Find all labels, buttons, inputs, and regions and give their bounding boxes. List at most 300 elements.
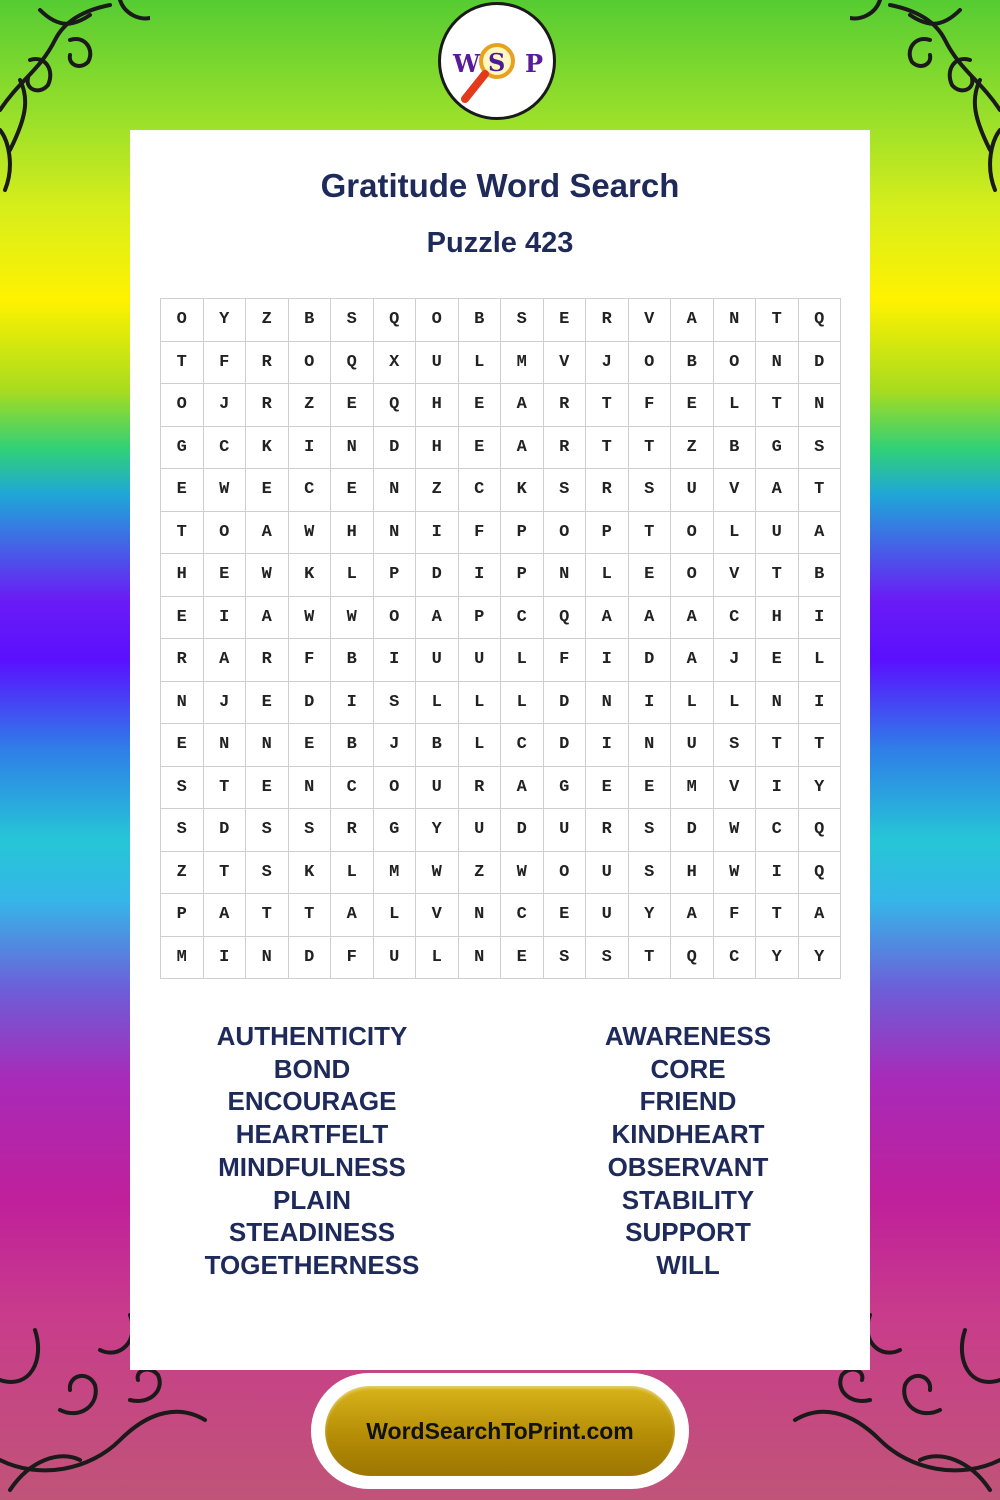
grid-cell[interactable]: T <box>628 511 671 554</box>
grid-cell[interactable]: T <box>756 299 799 342</box>
grid-cell[interactable]: A <box>501 384 544 427</box>
grid-cell[interactable]: O <box>713 341 756 384</box>
grid-cell[interactable]: H <box>671 851 714 894</box>
grid-cell[interactable]: R <box>586 809 629 852</box>
grid-cell[interactable]: S <box>246 851 289 894</box>
grid-cell[interactable]: U <box>671 724 714 767</box>
grid-cell[interactable]: T <box>288 894 331 937</box>
grid-cell[interactable]: I <box>203 596 246 639</box>
grid-cell[interactable]: Y <box>203 299 246 342</box>
word-item: MINDFULNESS <box>218 1151 406 1182</box>
grid-cell[interactable]: I <box>756 851 799 894</box>
grid-cell[interactable]: C <box>501 894 544 937</box>
logo-letter-s: S <box>488 48 506 77</box>
grid-cell[interactable]: M <box>161 936 204 979</box>
corner-ornament-top-right <box>850 0 1000 200</box>
word-item: AUTHENTICITY <box>216 1021 408 1051</box>
grid-cell[interactable]: R <box>586 469 629 512</box>
word-list-left <box>162 1020 462 1282</box>
grid-cell[interactable]: J <box>713 639 756 682</box>
grid-cell[interactable]: S <box>501 299 544 342</box>
grid-cell[interactable]: W <box>501 851 544 894</box>
grid-cell[interactable]: I <box>331 681 374 724</box>
grid-cell[interactable]: N <box>203 724 246 767</box>
word-item: OBSERVANT <box>607 1151 769 1182</box>
grid-cell[interactable]: U <box>458 639 501 682</box>
grid-cell[interactable]: L <box>671 681 714 724</box>
grid-cell[interactable]: U <box>586 894 629 937</box>
grid-cell[interactable]: F <box>713 894 756 937</box>
grid-cell[interactable]: N <box>756 681 799 724</box>
grid-cell[interactable]: L <box>416 936 459 979</box>
grid-cell[interactable]: S <box>628 809 671 852</box>
grid-cell[interactable]: Z <box>161 851 204 894</box>
grid-cell[interactable]: N <box>458 894 501 937</box>
grid-cell[interactable]: E <box>543 894 586 937</box>
grid-cell[interactable]: O <box>288 341 331 384</box>
grid-cell[interactable]: Q <box>798 299 841 342</box>
grid-cell[interactable]: Z <box>671 426 714 469</box>
grid-cell[interactable]: A <box>798 894 841 937</box>
grid-cell[interactable]: Q <box>331 341 374 384</box>
grid-cell[interactable]: V <box>713 766 756 809</box>
grid-cell[interactable]: P <box>501 511 544 554</box>
grid-cell[interactable]: U <box>373 936 416 979</box>
site-banner[interactable] <box>311 1373 689 1489</box>
grid-cell[interactable]: S <box>586 936 629 979</box>
grid-row <box>161 681 841 724</box>
grid-cell[interactable]: N <box>161 681 204 724</box>
puzzle-panel <box>130 130 870 1370</box>
grid-cell[interactable]: Y <box>756 936 799 979</box>
grid-cell[interactable]: M <box>671 766 714 809</box>
grid-cell[interactable]: B <box>713 426 756 469</box>
word-item: ENCOURAGE <box>227 1086 397 1117</box>
grid-cell[interactable]: U <box>586 851 629 894</box>
grid-cell[interactable]: H <box>331 511 374 554</box>
grid-cell[interactable]: B <box>798 554 841 597</box>
grid-cell[interactable]: N <box>246 724 289 767</box>
grid-cell[interactable]: V <box>628 299 671 342</box>
grid-cell[interactable]: A <box>203 894 246 937</box>
corner-ornament-top-left <box>0 0 150 200</box>
grid-cell[interactable]: C <box>501 724 544 767</box>
grid-cell[interactable]: A <box>671 596 714 639</box>
grid-cell[interactable]: E <box>458 426 501 469</box>
grid-cell[interactable]: N <box>246 936 289 979</box>
grid-cell[interactable]: E <box>288 724 331 767</box>
grid-cell[interactable]: A <box>246 511 289 554</box>
grid-cell[interactable]: E <box>246 766 289 809</box>
grid-cell[interactable]: E <box>161 724 204 767</box>
grid-cell[interactable]: U <box>756 511 799 554</box>
grid-cell[interactable]: Y <box>798 936 841 979</box>
grid-cell[interactable]: R <box>246 384 289 427</box>
grid-cell[interactable]: E <box>628 766 671 809</box>
grid-cell[interactable]: E <box>331 384 374 427</box>
grid-cell[interactable]: S <box>628 851 671 894</box>
grid-cell[interactable]: C <box>288 469 331 512</box>
grid-cell[interactable]: O <box>203 511 246 554</box>
grid-cell[interactable]: T <box>756 554 799 597</box>
grid-cell[interactable]: P <box>586 511 629 554</box>
grid-cell[interactable]: N <box>331 426 374 469</box>
grid-cell[interactable]: U <box>416 639 459 682</box>
grid-cell[interactable]: A <box>246 596 289 639</box>
word-list-right <box>538 1020 838 1282</box>
grid-cell[interactable]: L <box>373 894 416 937</box>
grid-cell[interactable]: Z <box>416 469 459 512</box>
grid-cell[interactable]: L <box>713 511 756 554</box>
site-banner-button[interactable] <box>325 1386 675 1476</box>
grid-cell[interactable]: M <box>373 851 416 894</box>
grid-cell[interactable]: F <box>458 511 501 554</box>
grid-cell[interactable]: Z <box>458 851 501 894</box>
grid-cell[interactable]: V <box>713 554 756 597</box>
grid-cell[interactable]: L <box>501 639 544 682</box>
word-item: HEARTFELT <box>235 1119 389 1150</box>
grid-cell[interactable]: P <box>373 554 416 597</box>
grid-cell[interactable]: Z <box>246 299 289 342</box>
grid-cell[interactable]: C <box>458 469 501 512</box>
grid-cell[interactable]: I <box>458 554 501 597</box>
grid-cell[interactable]: I <box>373 639 416 682</box>
grid-cell[interactable]: I <box>203 936 246 979</box>
grid-cell[interactable]: W <box>288 511 331 554</box>
grid-cell[interactable]: I <box>628 681 671 724</box>
grid-cell[interactable]: R <box>543 426 586 469</box>
grid-cell[interactable]: G <box>373 809 416 852</box>
grid-cell[interactable]: G <box>543 766 586 809</box>
grid-cell[interactable]: D <box>416 554 459 597</box>
grid-cell[interactable]: S <box>161 766 204 809</box>
grid-cell[interactable]: A <box>416 596 459 639</box>
grid-cell[interactable]: Q <box>671 936 714 979</box>
grid-cell[interactable]: N <box>543 554 586 597</box>
grid-cell[interactable]: O <box>161 299 204 342</box>
grid-cell[interactable]: R <box>543 384 586 427</box>
grid-cell[interactable]: W <box>246 554 289 597</box>
grid-cell[interactable]: Q <box>543 596 586 639</box>
word-item: TOGETHERNESS <box>204 1249 420 1280</box>
grid-cell[interactable]: A <box>798 511 841 554</box>
grid-cell[interactable]: T <box>756 894 799 937</box>
grid-cell[interactable]: C <box>203 426 246 469</box>
grid-cell[interactable]: E <box>161 469 204 512</box>
grid-cell[interactable]: U <box>416 341 459 384</box>
grid-cell[interactable]: T <box>161 341 204 384</box>
grid-cell[interactable]: S <box>543 469 586 512</box>
grid-cell[interactable]: T <box>756 384 799 427</box>
grid-cell[interactable]: O <box>161 384 204 427</box>
word-item: WILL <box>656 1249 720 1280</box>
grid-cell[interactable]: F <box>331 936 374 979</box>
grid-cell[interactable]: T <box>161 511 204 554</box>
grid-cell[interactable]: A <box>628 596 671 639</box>
grid-cell[interactable]: Y <box>628 894 671 937</box>
grid-cell[interactable]: C <box>501 596 544 639</box>
grid-cell[interactable]: P <box>161 894 204 937</box>
grid-row <box>161 299 841 342</box>
grid-cell[interactable]: Q <box>798 809 841 852</box>
grid-cell[interactable]: L <box>586 554 629 597</box>
grid-cell[interactable]: E <box>501 936 544 979</box>
grid-cell[interactable]: M <box>501 341 544 384</box>
grid-row <box>161 894 841 937</box>
grid-cell[interactable]: D <box>798 341 841 384</box>
grid-cell[interactable]: J <box>203 681 246 724</box>
grid-cell[interactable]: Z <box>288 384 331 427</box>
grid-cell[interactable]: O <box>373 596 416 639</box>
grid-cell[interactable]: K <box>288 554 331 597</box>
grid-cell[interactable]: S <box>161 809 204 852</box>
grid-cell[interactable]: H <box>416 426 459 469</box>
grid-cell[interactable]: E <box>458 384 501 427</box>
grid-cell[interactable]: I <box>756 766 799 809</box>
grid-cell[interactable]: S <box>246 809 289 852</box>
grid-row <box>161 639 841 682</box>
grid-cell[interactable]: E <box>203 554 246 597</box>
grid-cell[interactable]: N <box>458 936 501 979</box>
grid-cell[interactable]: D <box>671 809 714 852</box>
grid-cell[interactable]: W <box>203 469 246 512</box>
grid-cell[interactable]: T <box>586 384 629 427</box>
grid-cell[interactable]: N <box>373 511 416 554</box>
grid-cell[interactable]: F <box>203 341 246 384</box>
grid-cell[interactable]: L <box>798 639 841 682</box>
grid-cell[interactable]: I <box>416 511 459 554</box>
word-item: STEADINESS <box>228 1217 396 1248</box>
grid-row <box>161 341 841 384</box>
word-item: KINDHEART <box>611 1119 765 1150</box>
grid-cell[interactable]: B <box>331 724 374 767</box>
grid-cell[interactable]: K <box>246 426 289 469</box>
grid-cell[interactable]: O <box>543 851 586 894</box>
grid-row <box>161 554 841 597</box>
grid-cell[interactable]: W <box>416 851 459 894</box>
grid-cell[interactable]: E <box>246 681 289 724</box>
grid-cell[interactable]: B <box>331 639 374 682</box>
grid-cell[interactable]: R <box>161 639 204 682</box>
grid-cell[interactable]: Q <box>373 384 416 427</box>
grid-cell[interactable]: T <box>798 469 841 512</box>
grid-row <box>161 511 841 554</box>
grid-cell[interactable]: N <box>288 766 331 809</box>
grid-cell[interactable]: N <box>798 384 841 427</box>
grid-cell[interactable]: T <box>586 426 629 469</box>
grid-cell[interactable]: L <box>713 681 756 724</box>
grid-cell[interactable]: P <box>501 554 544 597</box>
grid-cell[interactable]: K <box>288 851 331 894</box>
grid-cell[interactable]: U <box>671 469 714 512</box>
grid-cell[interactable]: T <box>203 851 246 894</box>
grid-cell[interactable]: J <box>373 724 416 767</box>
grid-cell[interactable]: D <box>543 724 586 767</box>
grid-row <box>161 469 841 512</box>
grid-cell[interactable]: Q <box>373 299 416 342</box>
grid-row <box>161 766 841 809</box>
grid-cell[interactable]: G <box>161 426 204 469</box>
grid-row <box>161 936 841 979</box>
grid-cell[interactable]: L <box>713 384 756 427</box>
grid-cell[interactable]: H <box>756 596 799 639</box>
grid-cell[interactable]: U <box>416 766 459 809</box>
grid-cell[interactable]: R <box>246 341 289 384</box>
word-item: STABILITY <box>621 1184 755 1215</box>
grid-cell[interactable]: L <box>458 681 501 724</box>
grid-cell[interactable]: E <box>161 596 204 639</box>
grid-cell[interactable]: A <box>586 596 629 639</box>
grid-cell[interactable]: D <box>501 809 544 852</box>
grid-row <box>161 724 841 767</box>
grid-cell[interactable]: D <box>203 809 246 852</box>
grid-cell[interactable]: I <box>798 596 841 639</box>
grid-cell[interactable]: T <box>798 724 841 767</box>
grid-cell[interactable]: S <box>628 469 671 512</box>
grid-row <box>161 596 841 639</box>
grid-cell[interactable]: S <box>288 809 331 852</box>
grid-cell[interactable]: N <box>628 724 671 767</box>
grid-cell[interactable]: L <box>458 341 501 384</box>
grid-cell[interactable]: C <box>713 596 756 639</box>
grid-cell[interactable]: F <box>288 639 331 682</box>
grid-cell[interactable]: O <box>671 511 714 554</box>
grid-cell[interactable]: A <box>331 894 374 937</box>
grid-cell[interactable]: C <box>756 809 799 852</box>
grid-cell[interactable]: N <box>713 299 756 342</box>
grid-cell[interactable]: T <box>628 426 671 469</box>
grid-cell[interactable]: L <box>501 681 544 724</box>
grid-cell[interactable]: I <box>288 426 331 469</box>
word-item: SUPPORT <box>625 1217 751 1248</box>
grid-cell[interactable]: S <box>331 299 374 342</box>
grid-cell[interactable]: W <box>713 809 756 852</box>
grid-cell[interactable]: D <box>628 639 671 682</box>
grid-cell[interactable]: T <box>628 936 671 979</box>
grid-cell[interactable]: D <box>373 426 416 469</box>
page-title: Gratitude Word Search <box>320 167 680 204</box>
word-item: AWARENESS <box>604 1021 772 1051</box>
grid-cell[interactable]: E <box>671 384 714 427</box>
grid-cell[interactable]: S <box>373 681 416 724</box>
grid-cell[interactable]: A <box>756 469 799 512</box>
grid-cell[interactable]: H <box>416 384 459 427</box>
grid-cell[interactable]: X <box>373 341 416 384</box>
grid-cell[interactable]: V <box>543 341 586 384</box>
grid-cell[interactable]: O <box>373 766 416 809</box>
grid-cell[interactable]: N <box>373 469 416 512</box>
grid-cell[interactable]: A <box>671 639 714 682</box>
grid-cell[interactable]: O <box>628 341 671 384</box>
grid-cell[interactable]: F <box>628 384 671 427</box>
grid-cell[interactable]: U <box>543 809 586 852</box>
grid-cell[interactable]: I <box>586 724 629 767</box>
grid-cell[interactable]: B <box>416 724 459 767</box>
grid-cell[interactable]: S <box>543 936 586 979</box>
grid-cell[interactable]: E <box>543 299 586 342</box>
grid-cell[interactable]: V <box>713 469 756 512</box>
grid-cell[interactable]: B <box>458 299 501 342</box>
grid-cell[interactable]: U <box>458 809 501 852</box>
grid-cell[interactable]: R <box>586 299 629 342</box>
grid-cell[interactable]: D <box>288 936 331 979</box>
grid-cell[interactable]: L <box>458 724 501 767</box>
grid-cell[interactable]: K <box>501 469 544 512</box>
grid-cell[interactable]: R <box>246 639 289 682</box>
grid-cell[interactable]: E <box>586 766 629 809</box>
grid-cell[interactable]: V <box>416 894 459 937</box>
grid-cell[interactable]: N <box>756 341 799 384</box>
grid-cell[interactable]: D <box>543 681 586 724</box>
grid-cell[interactable]: E <box>246 469 289 512</box>
grid-cell[interactable]: Y <box>416 809 459 852</box>
grid-cell[interactable]: J <box>203 384 246 427</box>
grid-cell[interactable]: W <box>288 596 331 639</box>
grid-cell[interactable]: C <box>331 766 374 809</box>
grid-cell[interactable]: C <box>713 936 756 979</box>
grid-row <box>161 851 841 894</box>
grid-cell[interactable]: A <box>203 639 246 682</box>
logo-letter-p: P <box>525 49 544 78</box>
grid-cell[interactable]: P <box>458 596 501 639</box>
grid-cell[interactable]: R <box>331 809 374 852</box>
grid-cell[interactable]: T <box>756 724 799 767</box>
grid-cell[interactable]: I <box>586 639 629 682</box>
grid-cell[interactable]: A <box>501 766 544 809</box>
word-item: PLAIN <box>273 1184 351 1215</box>
grid-cell[interactable]: B <box>671 341 714 384</box>
grid-cell[interactable]: E <box>628 554 671 597</box>
grid-cell[interactable]: S <box>798 426 841 469</box>
grid-cell[interactable]: A <box>501 426 544 469</box>
grid-cell[interactable]: A <box>671 894 714 937</box>
grid-cell[interactable]: O <box>543 511 586 554</box>
grid-cell[interactable]: B <box>288 299 331 342</box>
word-item: CORE <box>650 1053 726 1084</box>
grid-cell[interactable]: R <box>458 766 501 809</box>
grid-cell[interactable]: D <box>288 681 331 724</box>
grid-cell[interactable]: O <box>671 554 714 597</box>
grid-cell[interactable]: Y <box>798 766 841 809</box>
grid-cell[interactable]: L <box>331 851 374 894</box>
grid-cell[interactable]: T <box>246 894 289 937</box>
grid-cell[interactable]: L <box>331 554 374 597</box>
wsp-logo[interactable] <box>438 2 556 120</box>
grid-cell[interactable]: O <box>416 299 459 342</box>
grid-cell[interactable]: S <box>713 724 756 767</box>
grid-row <box>161 384 841 427</box>
logo-letter-w: W <box>453 49 480 78</box>
grid-cell[interactable]: G <box>756 426 799 469</box>
grid-row <box>161 426 841 469</box>
word-item: FRIEND <box>639 1086 737 1117</box>
grid-cell[interactable]: E <box>756 639 799 682</box>
grid-cell[interactable]: A <box>671 299 714 342</box>
grid-cell[interactable]: I <box>798 681 841 724</box>
grid-cell[interactable]: L <box>416 681 459 724</box>
grid-cell[interactable]: W <box>331 596 374 639</box>
grid-cell[interactable]: E <box>331 469 374 512</box>
grid-cell[interactable]: J <box>586 341 629 384</box>
grid-cell[interactable]: N <box>586 681 629 724</box>
grid-cell[interactable]: H <box>161 554 204 597</box>
grid-cell[interactable]: T <box>203 766 246 809</box>
grid-cell[interactable]: W <box>713 851 756 894</box>
letter-grid[interactable] <box>160 298 841 979</box>
grid-cell[interactable]: F <box>543 639 586 682</box>
site-url: WordSearchToPrint.com <box>366 1417 634 1444</box>
grid-cell[interactable]: Q <box>798 851 841 894</box>
